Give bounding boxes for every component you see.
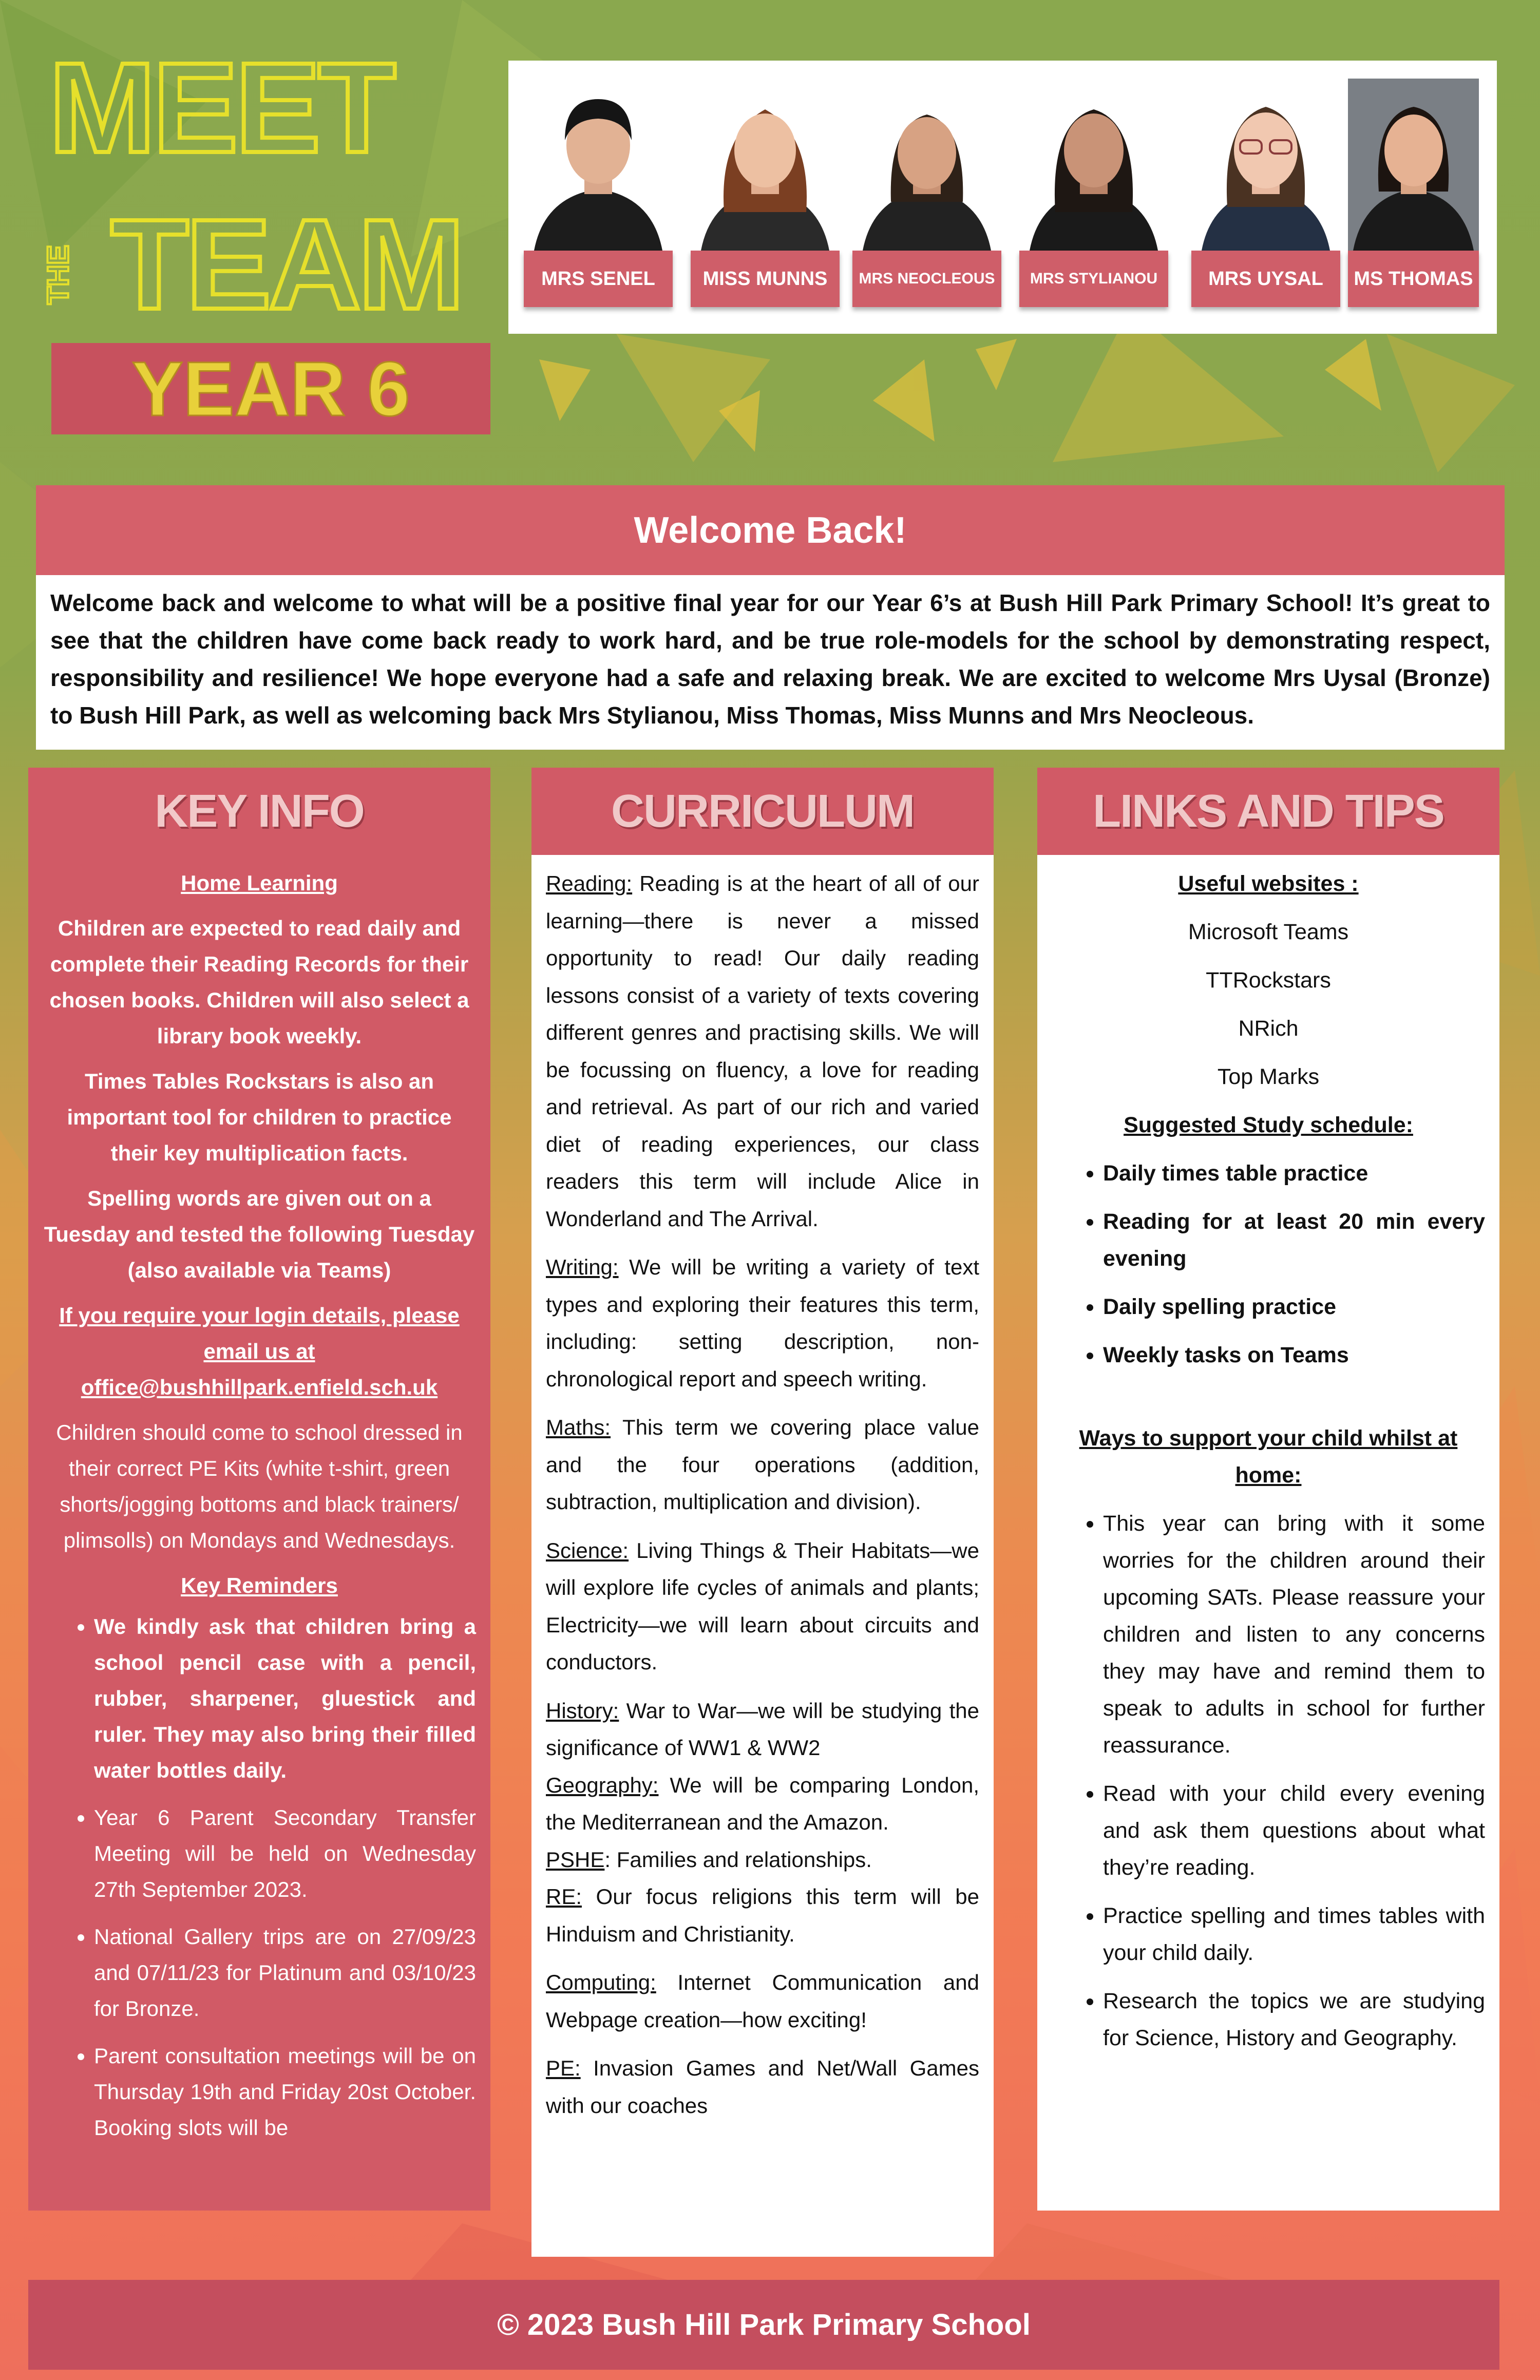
curriculum-panel: [531, 768, 994, 2257]
team-member-name: MRS UYSAL: [1191, 251, 1340, 307]
links-tips-heading: LINKS AND TIPS: [1037, 768, 1499, 855]
welcome-text: Welcome back and welcome to what will be a positive final year for our Year 6’s at Bush Hill Park Primary School! It’s great to see that the children have come back ready to work hard, and be true role-models for the school by demonstrating respect, responsibility and resilience! We hope everyone had a safe and relaxing break. We are excited to welcome Mrs Uysal (Bronze) to Bush Hill Park, as well as welcoming back Mrs Stylianou, Miss Thomas, Miss Munns and Mrs Neocleous.: [36, 575, 1505, 750]
key-reminders-list: [43, 1609, 476, 2146]
home-learning-text: Children are expected to read daily and complete their Reading Records for their chosen books. Children will also select a library book weekly.: [49, 916, 469, 1048]
history-label: History:: [546, 1698, 619, 1723]
geography-label: Geography:: [546, 1773, 659, 1797]
website-link[interactable]: Microsoft Teams: [1188, 920, 1349, 944]
geography-section: [546, 1767, 979, 1841]
support-heading: Ways to support your child whilst at home:: [1079, 1426, 1458, 1488]
writing-section: [546, 1249, 979, 1398]
team-member-card: [1191, 79, 1340, 310]
team-member-name: MS THOMAS: [1348, 251, 1479, 307]
times-tables-text: Times Tables Rockstars is also an important tool for children to practice their key multiplication facts.: [67, 1069, 452, 1165]
list-item: • Read with your child every evening and ask them questions about what they’re reading.: [1103, 1775, 1485, 1886]
list-item: • We kindly ask that children bring a school pencil case with a pencil, rubber, sharpener, gluestick and ruler. They may also bring their filled water bottles daily.: [94, 1609, 476, 1788]
year-banner: YEAR 6: [51, 343, 490, 434]
useful-websites-heading: Useful websites :: [1178, 871, 1359, 896]
list-item: • Daily times table practice: [1103, 1155, 1485, 1192]
the-title: THE: [42, 245, 75, 304]
list-item: • National Gallery trips are on 27/09/23 and 07/11/23 for Platinum and 03/10/23 for Bronze.: [94, 1919, 476, 2027]
portrait-image: [1191, 79, 1340, 251]
study-schedule-list: [1052, 1155, 1485, 1374]
team-member-card: [691, 79, 840, 310]
pe-kit-text: Children should come to school dressed in their correct PE Kits (white t-shirt, green shorts/jogging bottoms and black trainers/ plimsolls) on Mondays and Wednesdays.: [56, 1420, 463, 1552]
writing-text: We will be writing a variety of text types and exploring their features this term, including: setting description, non-chronological report and speech writing.: [546, 1255, 979, 1391]
key-info-panel: [28, 768, 490, 2211]
spelling-text: Spelling words are given out on a Tuesday and tested the following Tuesday (also available via Teams): [44, 1186, 475, 1282]
science-label: Science:: [546, 1538, 629, 1563]
study-schedule-heading: Suggested Study schedule:: [1124, 1113, 1413, 1137]
pe-section: [546, 2050, 979, 2124]
team-member-name: MRS SENEL: [524, 251, 673, 307]
curriculum-heading: CURRICULUM: [531, 768, 994, 855]
website-link[interactable]: NRich: [1238, 1016, 1299, 1041]
team-member-card: [1348, 79, 1479, 310]
team-photo-strip: [508, 61, 1497, 334]
team-member-card: [524, 79, 673, 310]
team-member-card: [852, 79, 1001, 310]
support-list: [1052, 1505, 1485, 2057]
login-details-link[interactable]: If you require your login details, please email us at office@bushhillpark.enfield.sch.uk: [59, 1303, 460, 1399]
team-member-name: MISS MUNNS: [691, 251, 840, 307]
team-member-name: MRS STYLIANOU: [1019, 251, 1168, 307]
team-member-card: [1019, 79, 1168, 310]
science-section: [546, 1532, 979, 1681]
portrait-image: [852, 79, 1001, 251]
maths-text: This term we covering place value and the four operations (addition, subtraction, multiplication and division).: [546, 1415, 979, 1514]
re-text: Our focus religions this term will be Hinduism and Christianity.: [546, 1884, 979, 1946]
pshe-label: PSHE: [546, 1847, 605, 1872]
re-label: RE:: [546, 1884, 582, 1909]
computing-section: [546, 1964, 979, 2039]
list-item: • Weekly tasks on Teams: [1103, 1337, 1485, 1374]
computing-text: Internet Communication and Webpage creation—how exciting!: [546, 1970, 979, 2032]
home-learning-heading: Home Learning: [181, 871, 338, 895]
history-section: [546, 1692, 979, 1767]
portrait-image: [1348, 79, 1479, 251]
pe-label: PE:: [546, 2056, 581, 2080]
list-item: • Research the topics we are studying for Science, History and Geography.: [1103, 1983, 1485, 2057]
maths-section: [546, 1409, 979, 1521]
portrait-image: [524, 79, 673, 251]
website-link[interactable]: Top Marks: [1217, 1064, 1320, 1089]
team-member-name: MRS NEOCLEOUS: [852, 251, 1001, 307]
maths-label: Maths:: [546, 1415, 611, 1439]
list-item: • Parent consultation meetings will be on Thursday 19th and Friday 20st October. Booking slots will be: [94, 2038, 476, 2146]
reading-label: Reading:: [546, 871, 633, 896]
list-item: • Year 6 Parent Secondary Transfer Meeting will be held on Wednesday 27th September 2023.: [94, 1800, 476, 1908]
key-info-heading: KEY INFO: [28, 768, 490, 855]
reading-section: [546, 865, 979, 1237]
writing-label: Writing:: [546, 1255, 619, 1279]
footer-copyright: © 2023 Bush Hill Park Primary School: [28, 2280, 1499, 2370]
science-text: Living Things & Their Habitats—we will explore life cycles of animals and plants; Electricity—we will learn about circuits and conductors.: [546, 1538, 979, 1674]
team-title: TEAM: [110, 193, 462, 336]
history-text: War to War—we will be studying the significance of WW1 & WW2: [546, 1698, 979, 1760]
geography-text: We will be comparing London, the Mediterranean and the Amazon.: [546, 1773, 979, 1834]
list-item: • Practice spelling and times tables with your child daily.: [1103, 1897, 1485, 1971]
list-item: • Daily spelling practice: [1103, 1288, 1485, 1325]
list-item: • This year can bring with it some worries for the children around their upcoming SATs. Please reassure your children and listen to any concerns they may have and remind them to speak to adults in school for further reassurance.: [1103, 1505, 1485, 1764]
welcome-heading: Welcome Back!: [36, 485, 1505, 575]
pshe-section: [546, 1841, 979, 1879]
meet-title: MEET: [49, 36, 393, 179]
portrait-image: [1019, 79, 1168, 251]
links-tips-panel: [1037, 768, 1499, 2211]
website-link[interactable]: TTRockstars: [1206, 968, 1331, 993]
pe-text: Invasion Games and Net/Wall Games with our coaches: [546, 2056, 979, 2118]
key-reminders-heading: Key Reminders: [181, 1573, 338, 1597]
portrait-image: [691, 79, 840, 251]
list-item: • Reading for at least 20 min every evening: [1103, 1203, 1485, 1277]
re-section: [546, 1878, 979, 1953]
reading-text: Reading is at the heart of all of our learning—there is never a missed opportunity to read! Our daily reading lessons consist of a variety of texts covering different genres and practising skills. We will be focussing on fluency, a love for reading and retrieval. As part of our rich and varied diet of reading experiences, our class readers this term will include Alice in Wonderland and The Arrival.: [546, 871, 979, 1231]
computing-label: Computing:: [546, 1970, 656, 1994]
pshe-text: : Families and relationships.: [604, 1847, 872, 1872]
